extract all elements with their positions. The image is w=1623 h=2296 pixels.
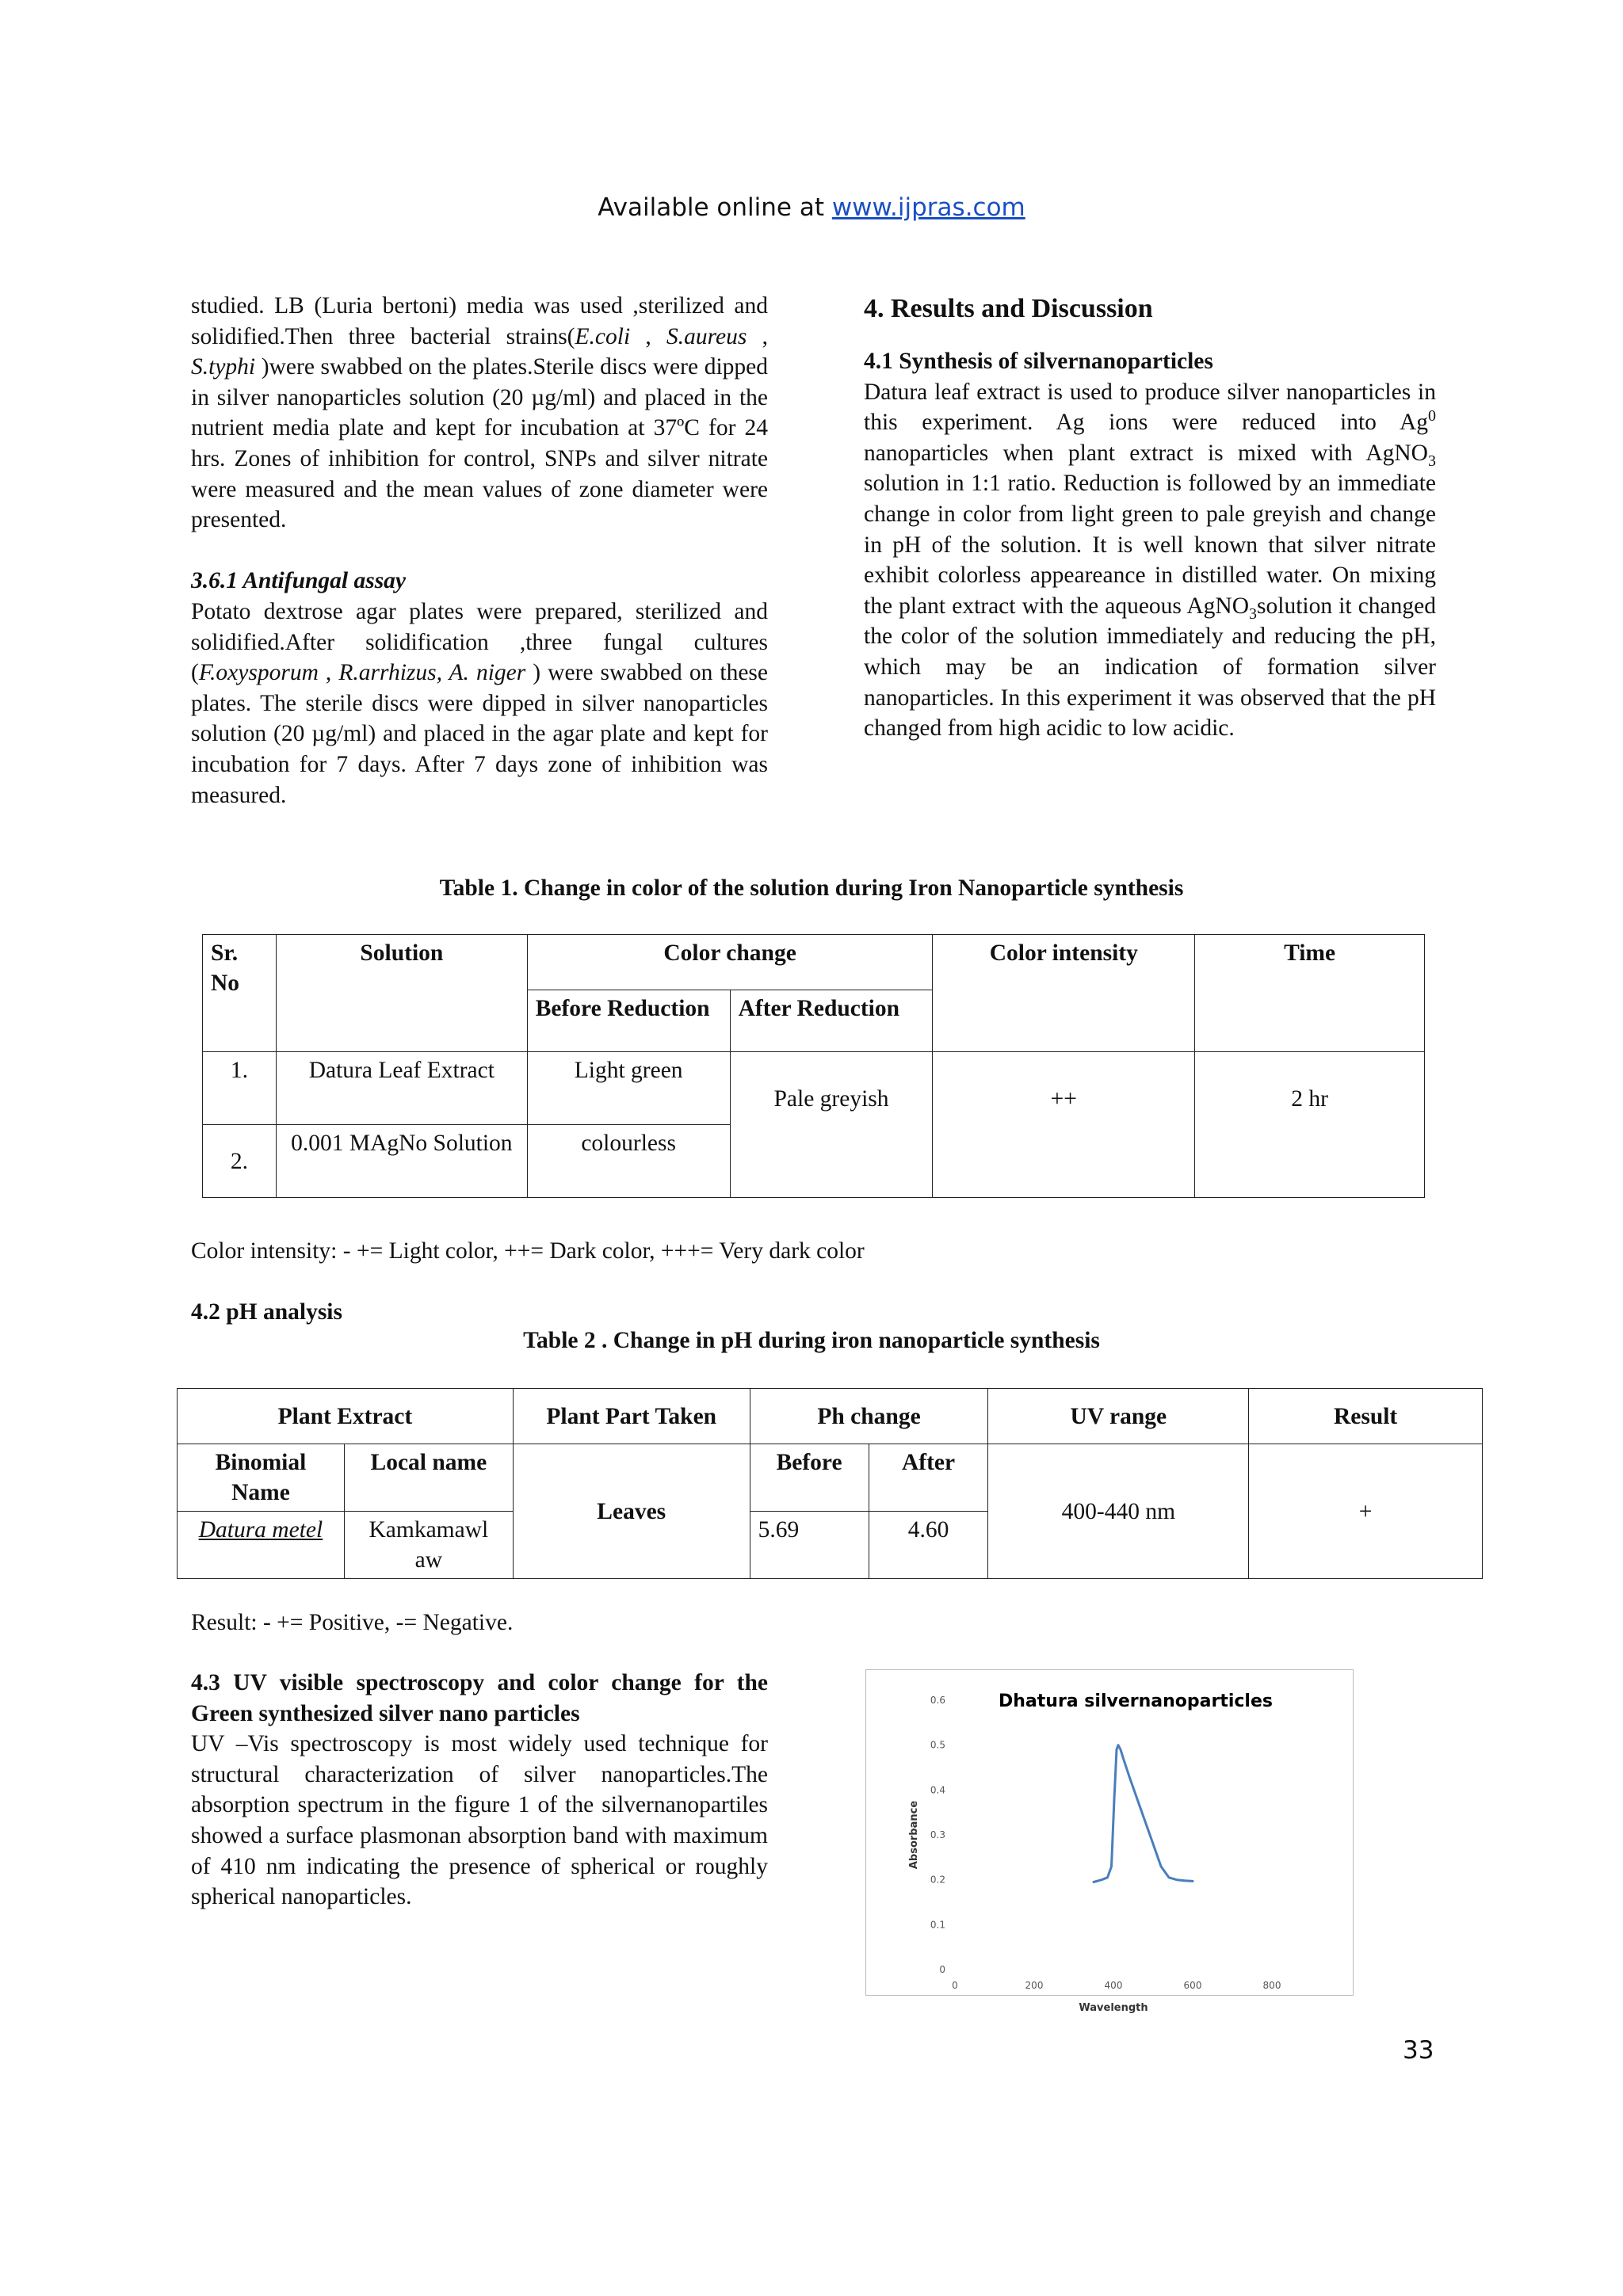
t2-before: 5.69	[750, 1512, 869, 1579]
table1-note: Color intensity: - += Light color, ++= Dark color, +++= Very dark color	[191, 1238, 865, 1264]
t1-header-solution: Solution	[276, 935, 527, 1052]
y-tick-label: 0.6	[930, 1695, 945, 1706]
t2-header-before: Before	[750, 1444, 869, 1512]
y-tick-label: 0.1	[930, 1919, 945, 1931]
right-column	[864, 291, 1436, 744]
t2-after: 4.60	[869, 1512, 988, 1579]
y-axis-label: Absorbance	[908, 1800, 920, 1870]
heading-41: 4.1 Synthesis of silvernanoparticles	[864, 349, 1213, 374]
text-run: 0	[1428, 407, 1436, 425]
x-tick-label: 600	[1183, 1980, 1202, 1991]
text-run: ,	[630, 323, 667, 349]
uv-chart-svg	[866, 1670, 1353, 2014]
y-tick-label: 0.4	[930, 1784, 945, 1796]
header-link[interactable]: www.ijpras.com	[831, 193, 1025, 222]
table1	[202, 934, 1425, 1198]
heading-361: 3.6.1 Antifungal assay	[191, 568, 407, 594]
t2-local: Kamkamawl aw	[344, 1512, 513, 1579]
right-para-1	[864, 377, 1436, 744]
heading-4: 4. Results and Discussion	[864, 294, 1153, 323]
t2-header-plant-extract: Plant Extract	[178, 1389, 514, 1444]
text-run: solution in 1:1 ratio. Reduction is followed by an immediate change in color from light green to pale greyish and change in pH of the solution. It is well known that silver nitrate exhibit colorless appeareance in distilled water. On mixing the plant extract with the aqueous AgNO	[864, 471, 1436, 619]
t1-time-shared: 2 hr	[1195, 1052, 1425, 1198]
t1-header-color-change: Color change	[527, 935, 933, 990]
header-prefix: Available online at	[598, 193, 832, 222]
text-run: E.coli	[575, 323, 631, 349]
text-run: studied. LB (Luria bertoni) media was used ,sterilized and solidified.Then three bacterial strains(	[191, 293, 768, 349]
left-para-1	[191, 291, 768, 536]
x-tick-label: 0	[952, 1980, 958, 1991]
x-tick-label: 800	[1262, 1980, 1281, 1991]
t1-after-shared: Pale greyish	[730, 1052, 933, 1198]
t2-header-local: Local name	[344, 1444, 513, 1512]
y-tick-label: 0.3	[930, 1829, 945, 1840]
t1-intensity-shared: ++	[933, 1052, 1195, 1198]
t1-row2-before: colourless	[527, 1125, 730, 1198]
chart-title: Dhatura silvernanoparticles	[999, 1691, 1273, 1711]
t1-row2-solution: 0.001 MAgNo Solution	[276, 1125, 527, 1198]
t1-header-srno: Sr. No	[203, 935, 277, 1052]
t1-row1-solution: Datura Leaf Extract	[276, 1052, 527, 1125]
text-run: Potato dextrose agar plates were prepared, sterilized and solidified.After solidification ,three fungal cultures (	[191, 598, 768, 686]
t1-row2-sr: 2.	[203, 1125, 277, 1198]
t2-header-uv-range: UV range	[988, 1389, 1249, 1444]
t2-header-plant-part: Plant Part Taken	[513, 1389, 750, 1444]
text-run: 3	[1249, 605, 1258, 623]
text-run: Datura leaf extract is used to produce silver nanoparticles in this experiment. Ag ions were reduced into Ag	[864, 379, 1436, 436]
t2-header-binomial: Binomial Name	[178, 1444, 345, 1512]
x-tick-label: 400	[1104, 1980, 1123, 1991]
text-run: R.arrhizus, A. niger	[338, 660, 526, 686]
t2-header-result: Result	[1249, 1389, 1483, 1444]
table1-caption: Table 1. Change in color of the solution during Iron Nanoparticle synthesis	[439, 875, 1184, 901]
text-run: 3	[1428, 452, 1436, 470]
y-tick-label: 0.5	[930, 1739, 945, 1751]
text-run: solution it changed the color of the solution immediately and reducing the pH, which may be an indication of formation silver nanoparticles. In this experiment it was observed that the pH changed from high acidic to low acidic.	[864, 593, 1436, 742]
text-run: nanoparticles when plant extract is mixed with AgNO	[864, 440, 1428, 466]
t1-row1-before: Light green	[527, 1052, 730, 1125]
t1-header-before: Before Reduction	[527, 990, 730, 1052]
text-run: S.typhi	[191, 354, 256, 380]
y-tick-label: 0	[939, 1964, 945, 1975]
t2-result: +	[1249, 1444, 1483, 1579]
t1-header-after: After Reduction	[730, 990, 933, 1052]
table2	[177, 1388, 1483, 1579]
text-run: F.oxysporum	[198, 660, 319, 686]
table2-note: Result: - += Positive, -= Negative.	[191, 1610, 514, 1635]
page-number: 33	[1403, 2036, 1434, 2065]
section-43-para: UV –Vis spectroscopy is most widely used technique for structural characterization of silver nanoparticles.The absorption spectrum in the figure 1 of the silvernanopartiles showed a surface plasmonan absorption band with maximum of 410 nm indicating the presence of spherical or roughly spherical nanoparticles.	[191, 1731, 768, 1910]
table2-caption: Table 2 . Change in pH during iron nanoparticle synthesis	[523, 1328, 1100, 1353]
text-run: ,	[318, 660, 339, 686]
left-column	[191, 291, 768, 810]
t1-header-intensity: Color intensity	[933, 935, 1195, 1052]
text-run: S.aureus	[666, 323, 747, 349]
text-run: )were swabbed on the plates.Sterile discs were dipped in silver nanoparticles solution (20 µg/ml) and placed in the nutrient media plate and kept for incubation at 37ºC for 24 hrs. Zones of inhibition for control, SNPs and silver nitrate were measured and the mean values of zone diameter were presented.	[191, 354, 768, 533]
t1-header-time: Time	[1195, 935, 1425, 1052]
t2-header-after: After	[869, 1444, 988, 1512]
x-tick-label: 200	[1025, 1980, 1044, 1991]
x-axis-label: Wavelength	[1079, 2002, 1148, 2014]
t2-uv: 400-440 nm	[988, 1444, 1249, 1579]
y-tick-label: 0.2	[930, 1874, 945, 1886]
heading-42: 4.2 pH analysis	[191, 1299, 342, 1325]
text-run: ,	[747, 323, 768, 349]
t1-row1-sr: 1.	[203, 1052, 277, 1125]
t2-part: Leaves	[513, 1444, 750, 1579]
heading-43: 4.3 UV visible spectroscopy and color change for the Green synthesized silver nano particles	[191, 1670, 768, 1726]
t2-header-ph-change: Ph change	[750, 1389, 988, 1444]
t2-binomial: Datura metel	[178, 1512, 345, 1579]
section-43	[191, 1668, 768, 1913]
text-run: ) were swabbed on these plates. The sterile discs were dipped in silver nanoparticles solution (20 µg/ml) and placed in the agar plate and kept for incubation for 7 days. After 7 days zone of inhibition was measured.	[191, 660, 768, 808]
page-header	[0, 193, 1623, 222]
left-para-2	[191, 597, 768, 810]
series-line	[1094, 1745, 1193, 1882]
uv-chart	[865, 1669, 1354, 2014]
